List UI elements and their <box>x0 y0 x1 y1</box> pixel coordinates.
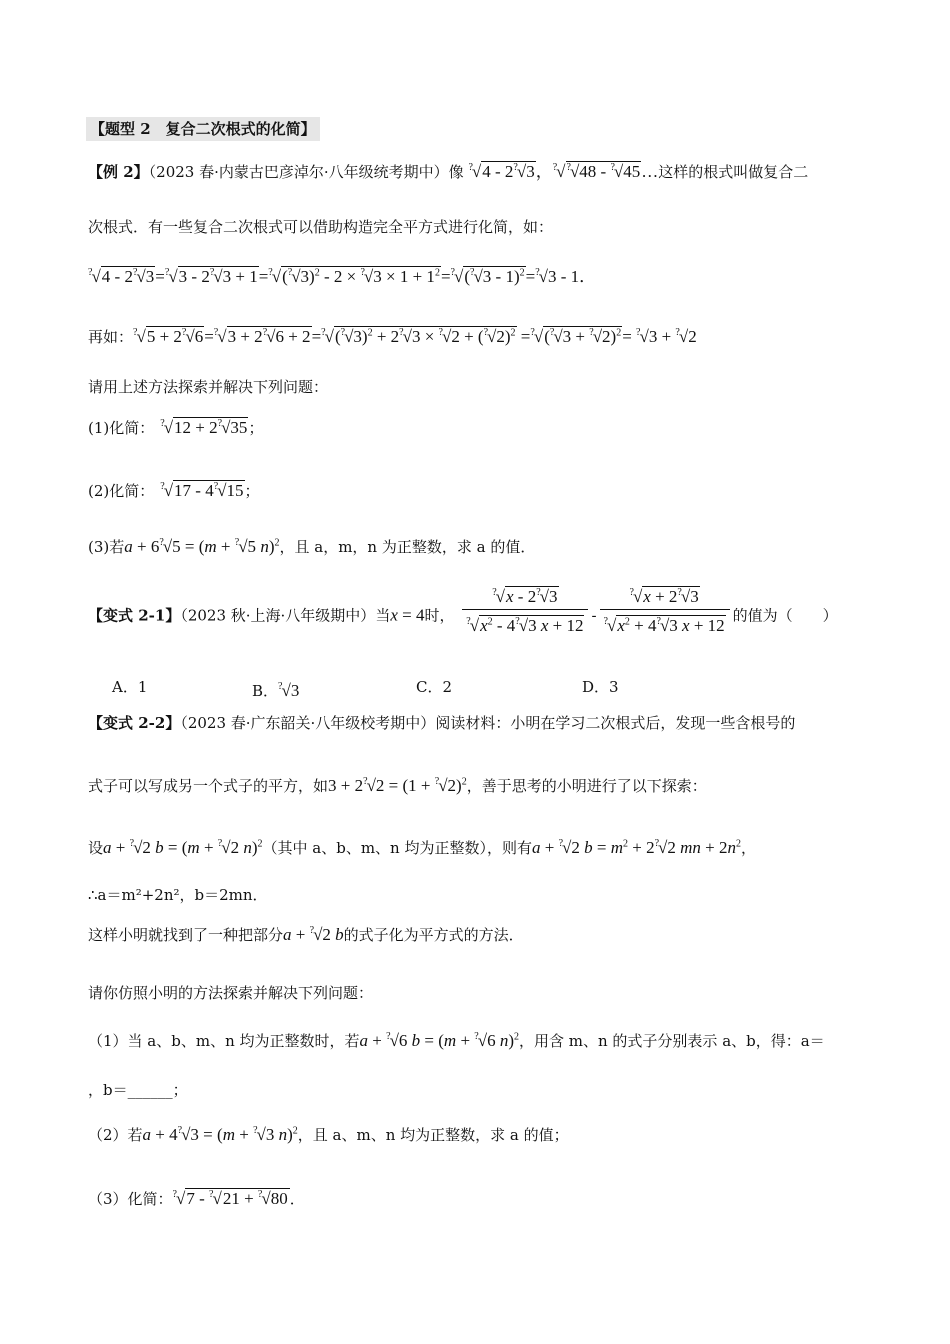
variant-2-2-q2: （2）若a + 4?√3 = (m + ?√3 n)$^2$，且 a、m、n 均为正整数，求 a 的值； <box>88 1125 569 1144</box>
v22-line5b: 的式子化为平方式的方法． <box>343 926 524 944</box>
v22-q1b: ，用含 m、n 的式子分别表示 a、b，得：a＝ <box>519 1032 825 1050</box>
v22-line3b: （其中 a、b、m、n 均为正整数），则有 <box>262 839 532 857</box>
example-label: 【例 2】 <box>88 163 149 181</box>
v22-line5a: 这样小明就找到了一种把部分 <box>88 926 284 944</box>
variant-2-2-line-2: 式子可以写成另一个式子的平方，如$3 + 2^?√2 = (1 + ^?√2)^2$，善于思考的小明进行了以下探索： <box>88 776 707 795</box>
when-end: 时， <box>424 606 455 625</box>
q3-text: ，且 a，m，n 为正整数，求 a 的值． <box>279 538 536 556</box>
variant-2-2-line-5: 这样小明就找到了一种把部分a + ?√2 b的式子化为平方式的方法． <box>88 925 524 944</box>
math-radical-example: ?√4 - 2?√3，?√?√48 - ?√45… <box>468 162 659 181</box>
when-text: 当 <box>375 606 391 625</box>
section-heading: 【题型 2 复合二次根式的化简】 <box>86 117 320 141</box>
variant-2-2-label: 【变式 2-2】 <box>88 714 181 732</box>
math-derivation-2: 再如：$^?√5 + 2^?√6=^?√3 + 2^?√6 + 2=^?√(^?√3)^2 + 2^?√3 \times ^?√2 + (^?√2)^2 =^?√(^?√3 + ^?√2)^2= ^?√3 + ^?√2$ <box>88 327 697 346</box>
fraction-2: $\frac{^?√x + 2^?√3}{^?√x^2 + 4^?√3 x + 12}$ <box>600 582 730 637</box>
v22-q3-end: ． <box>289 1190 305 1208</box>
intro-text-cont: 这样的根式叫做复合二 <box>658 163 809 181</box>
variant-2-2-prompt: 请你仿照小明的方法探索并解决下列问题： <box>88 984 374 1002</box>
v22-line1-text: 阅读材料：小明在学习二次根式后，发现一些含根号的 <box>435 714 796 732</box>
example-2-line-1 <box>88 157 808 183</box>
variant-2-2-line-3: 设a + ?√2 b = (m + ?√2 n)$^2$（其中 a、b、m、n 均为正整数），则有a + ?√2 $b = m^2 + 2^?√2$ mn + $2n^2$， <box>88 838 757 857</box>
intro-text: 像 <box>448 163 464 181</box>
example-2-line-2: 次根式．有一些复合二次根式可以借助构造完全平方式进行化简，如： <box>88 218 554 236</box>
q3-label: (3)若 <box>88 538 125 556</box>
question-2: (2)化简： ?√17 - 4?√15； <box>88 481 260 500</box>
variant-2-2-line-4: ∴a＝m²+2n²，b＝2mn． <box>88 886 268 904</box>
v22-q3a: （3）化简： <box>88 1190 173 1208</box>
variant-tail: 的值为（ ） <box>732 606 838 625</box>
question-3: (3)若a + 6?√5 = (m + ?√5 n)$^2$，且 a，m，n 为正整数，求 a 的值． <box>88 537 536 556</box>
v22-q1a: （1）当 a、b、m、n 均为正整数时，若 <box>88 1032 360 1050</box>
v22-line2a: 式子可以写成另一个式子的平方，如 <box>88 777 329 795</box>
variant-2-1: 【变式 2-1】（2023 秋·上海·八年级期中）当x = 4时， $\frac{^?√x - 2^?√3}{^?√x^2 - 4^?√3 x + 12}$ - $\frac{^?√x + 2^?√3}{^?√x^2 + 4^?√3 x + 12}$ 的值为（ ） <box>88 596 838 637</box>
variant-2-2-source: （2023 春·广东韶关·八年级校考期中） <box>180 714 436 732</box>
v22-line2b: ，善于思考的小明进行了以下探索： <box>466 777 707 795</box>
variant-2-1-label: 【变式 2-1】 <box>88 606 181 625</box>
option-d[interactable]: D．3 <box>582 678 619 696</box>
variant-2-2-q1-cont: ，b＝______； <box>88 1081 188 1099</box>
v22-q2a: （2）若 <box>88 1126 143 1144</box>
v22-line3a: 设 <box>88 839 104 857</box>
v22-line3c: ， <box>741 839 757 857</box>
example-prompt: 请用上述方法探索并解决下列问题： <box>88 378 329 396</box>
variant-2-1-source: （2023 秋·上海·八年级期中） <box>180 606 376 625</box>
variant-2-2-q1: （1）当 a、b、m、n 均为正整数时，若a + ?√6 b = (m + ?√6 n)$^2$，用含 m、n 的式子分别表示 a、b，得：a＝ <box>88 1031 825 1050</box>
variant-2-2-line-1 <box>88 712 795 734</box>
option-b-label: B． <box>252 682 279 700</box>
q2-label: (2)化简： <box>88 482 155 500</box>
option-c[interactable]: C．2 <box>416 678 453 696</box>
option-b[interactable]: B．?√3 <box>252 681 300 700</box>
example-source: （2023 春·内蒙古巴彦淖尔·八年级统考期中） <box>148 163 449 181</box>
option-a[interactable]: A．1 <box>112 678 148 696</box>
fraction-1: $\frac{^?√x - 2^?√3}{^?√x^2 - 4^?√3 x + 12}$ <box>462 582 588 637</box>
v22-q2b: ，且 a、m、n 均为正整数，求 a 的值； <box>297 1126 569 1144</box>
again-label: 再如： <box>88 328 134 346</box>
math-derivation-1: $^?√4 - 2^?√3=^?√3 - 2^?√3 + 1=^?√(^?√3)^2 - 2 \times ^?√3 \times 1 + 1^2=^?√(^?√3 - 1)^2=^?√3 - 1$． <box>88 267 597 286</box>
q1-label: (1)化简： <box>88 419 155 437</box>
variant-2-2-q3: （3）化简：?√7 - ?√21 + ?√80 ． <box>88 1189 305 1208</box>
question-1: (1)化简： ?√12 + 2?√35； <box>88 418 264 437</box>
